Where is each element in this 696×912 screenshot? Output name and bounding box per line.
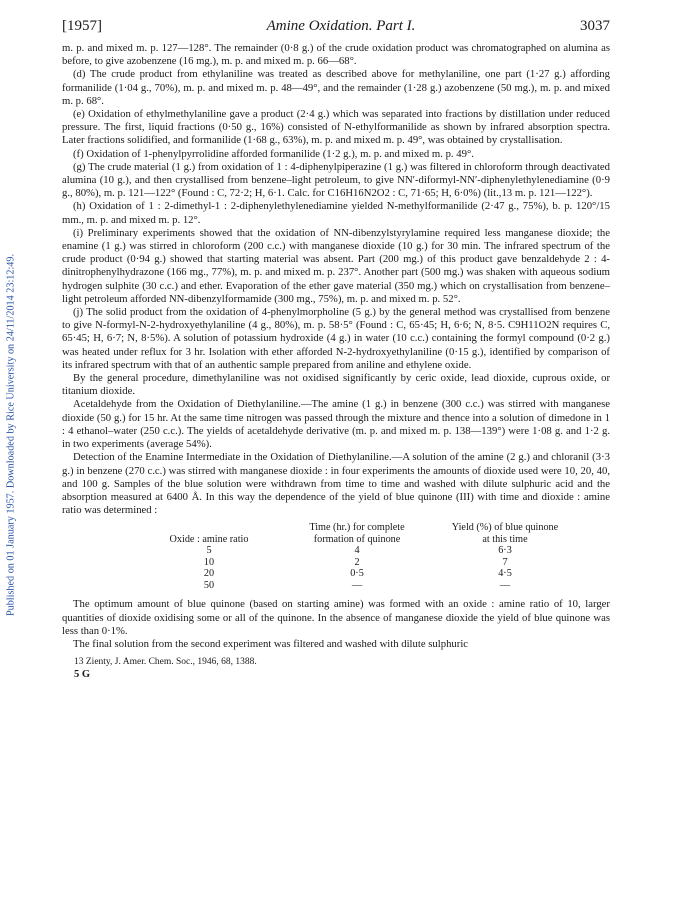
- table-row: [140, 580, 574, 592]
- table-cell: 2: [354, 556, 360, 568]
- column-header: Time (hr.) for complete formation of quinone: [309, 522, 405, 545]
- table-row: [140, 545, 574, 557]
- table-cell: 0·5: [350, 568, 364, 580]
- table-row: [140, 568, 574, 580]
- table-cell: 4·5: [498, 568, 512, 580]
- column-header: Oxide : amine ratio: [169, 533, 249, 545]
- column-header: Yield (%) of blue quinone at this time: [451, 522, 559, 545]
- paragraph: By the general procedure, dimethylaniline was not oxidised significantly by ceric oxide, lead dioxide, cuprous oxide, or titanium dioxide.: [62, 372, 610, 398]
- table-cell: 5: [206, 545, 212, 557]
- paragraph: (d) The crude product from ethylaniline was treated as described above for methylaniline, one part (1·27 g.) affording formanilide (1·04 g., 70%), m. p. and mixed m. p. 48—49°, and the remainder (1·28 g.) azobenzene (50 mg.), m. p. and mixed m. p. 68°.: [62, 68, 610, 107]
- quinone-yield-table: [140, 522, 574, 591]
- table-cell: 10: [203, 556, 215, 568]
- paragraph: (j) The solid product from the oxidation of 4-phenylmorpholine (5 g.) by the general method was crystallised from benzene to give N-formyl-N-2-hydroxyethylaniline (4 g., 80%), m. p. 58·5° (Found : C, 65·45; H, 6·6; N, 8·5. C9H11O2N requires C, 65·45; H, 6·7; N, 8·5%). A solution of potassium hydroxide (4 g.) in water (10 c.c.) containing the formyl compound (0·2 g.) was heated under reflux for 3 hr. Isolation with ether afforded N-2-hydroxyethylaniline (0·15 g.), identified by comparison of its infrared spectrum with that of an authentic sample prepared from aniline and ethylene oxide.: [62, 306, 610, 371]
- paragraph: (h) Oxidation of 1 : 2-dimethyl-1 : 2-diphenylethylenediamine yielded N-methylformanilide (2·47 g., 75%), b. p. 120°/15 mm., m. p. and mixed m. p. 12°.: [62, 200, 610, 226]
- signature-mark: 5 G: [74, 668, 91, 680]
- table-cell: 7: [502, 556, 508, 568]
- paragraph: m. p. and mixed m. p. 127—128°. The remainder (0·8 g.) of the crude oxidation product was chromatographed on alumina as before, to give azobenzene (16 mg.), m. p. and mixed m. p. 66—68°.: [62, 42, 610, 68]
- table-cell: —: [499, 579, 511, 591]
- table-cell: 6·3: [498, 545, 512, 557]
- paragraph: (e) Oxidation of ethylmethylaniline gave a product (2·4 g.) which was separated into fractions by distillation under reduced pressure. The first, liquid fractions (0·50 g., 16%) consisted of N-ethylformanilide as shown by infrared absorption spectra. Later fractions solidified, and formanilide (1·68 g., 63%), m. p. and mixed m. p. 49°, was obtained by crystallisation.: [62, 108, 610, 147]
- footnote: 13 Zienty, J. Amer. Chem. Soc., 1946, 68, 1388.: [74, 657, 257, 668]
- header-title: Amine Oxidation. Part I.: [266, 18, 416, 34]
- article-body: [62, 42, 610, 651]
- page-number: 3037: [579, 18, 610, 34]
- header-year: [1957]: [62, 18, 102, 34]
- paper-page: [62, 18, 610, 680]
- table-cell: 4: [354, 545, 360, 557]
- paragraph: (i) Preliminary experiments showed that the oxidation of NN-dibenzylstyrylamine required less manganese dioxide; the enamine (1 g.) was stirred in chloroform (200 c.c.) with manganese dioxide (10 g.) for 30 min. The infrared spectrum of the crude product (0·94 g.) showed that starting material was absent. Part (200 mg.) of this product gave benzaldehyde 2 : 4-dinitrophenylhydrazone (166 mg., 77%), m. p. and mixed m. p. 237°. Another part (500 mg.) was shaken with aqueous sodium hydrogen sulphite (30 c.c.) and ether. Evaporation of the ether gave material (350 mg.) which on crystallisation from benzene–light petroleum afforded NN-dibenzylformamide (300 mg., 75%), m. p. and mixed m. p. 52°.: [62, 226, 610, 305]
- paragraph: The optimum amount of blue quinone (based on starting amine) was formed with an oxide : amine ratio of 10, larger quantities of dioxide oxidising some or all of the quinone. In the absence of manganese dioxide the yield of blue quinone was less than 0·1%.: [62, 598, 610, 637]
- download-watermark: [4, 150, 18, 720]
- table-row: [140, 557, 574, 569]
- paragraph: (g) The crude material (1 g.) from oxidation of 1 : 4-diphenylpiperazine (1 g.) was filtered in chloroform through deactivated alumina (10 g.), and then crystallised from benzene–light petroleum, to give NN′-diformyl-NN′-diphenylethylenediamine (0·9 g., 80%), m. p. 121—122° (Found : C, 72·2; H, 6·1. Calc. for C16H16N2O2 : C, 71·65; H, 6·0%) (lit.,13 m. p. 121—122°).: [62, 160, 610, 200]
- paragraph: Acetaldehyde from the Oxidation of Diethylaniline.—The amine (1 g.) in benzene (300 c.c.) was stirred with manganese dioxide (50 g.) for 15 hr. At the same time nitrogen was passed through the mixture and thence into a solution of dimedone in 1 : 4 ethanol–water (250 c.c.). The yields of acetaldehyde derivative (m. p. and mixed m. p. 138—139°) were 1·08 g. and 1·2 g. in two experiments (average 54%).: [62, 398, 610, 451]
- paragraph: (f) Oxidation of 1-phenylpyrrolidine afforded formanilide (1·2 g.), m. p. and mixed m. p. 49°.: [73, 147, 474, 160]
- table-cell: —: [351, 579, 363, 591]
- running-header: [62, 18, 610, 35]
- download-notice: Published on 01 January 1957. Downloaded by Rice University on 24/11/2014 23:12:49.: [5, 253, 17, 617]
- table-cell: 20: [203, 568, 215, 580]
- table-header-row: [140, 522, 574, 545]
- table-cell: 50: [203, 579, 215, 591]
- paragraph: Detection of the Enamine Intermediate in the Oxidation of Diethylaniline.—A solution of the amine (2 g.) and chloranil (3·3 g.) in benzene (270 c.c.) was stirred with manganese dioxide : in four experiments the amounts of dioxide used were 10, 20, 40, and 100 g. Samples of the blue solution were withdrawn from time to time and washed with dilute sulphuric acid and the absorption measured at 6400 Å. In this way the dependence of the yield of blue quinone (III) with time and dioxide : amine ratio was determined :: [62, 451, 610, 517]
- paragraph: The final solution from the second experiment was filtered and washed with dilute sulphuric: [73, 637, 469, 650]
